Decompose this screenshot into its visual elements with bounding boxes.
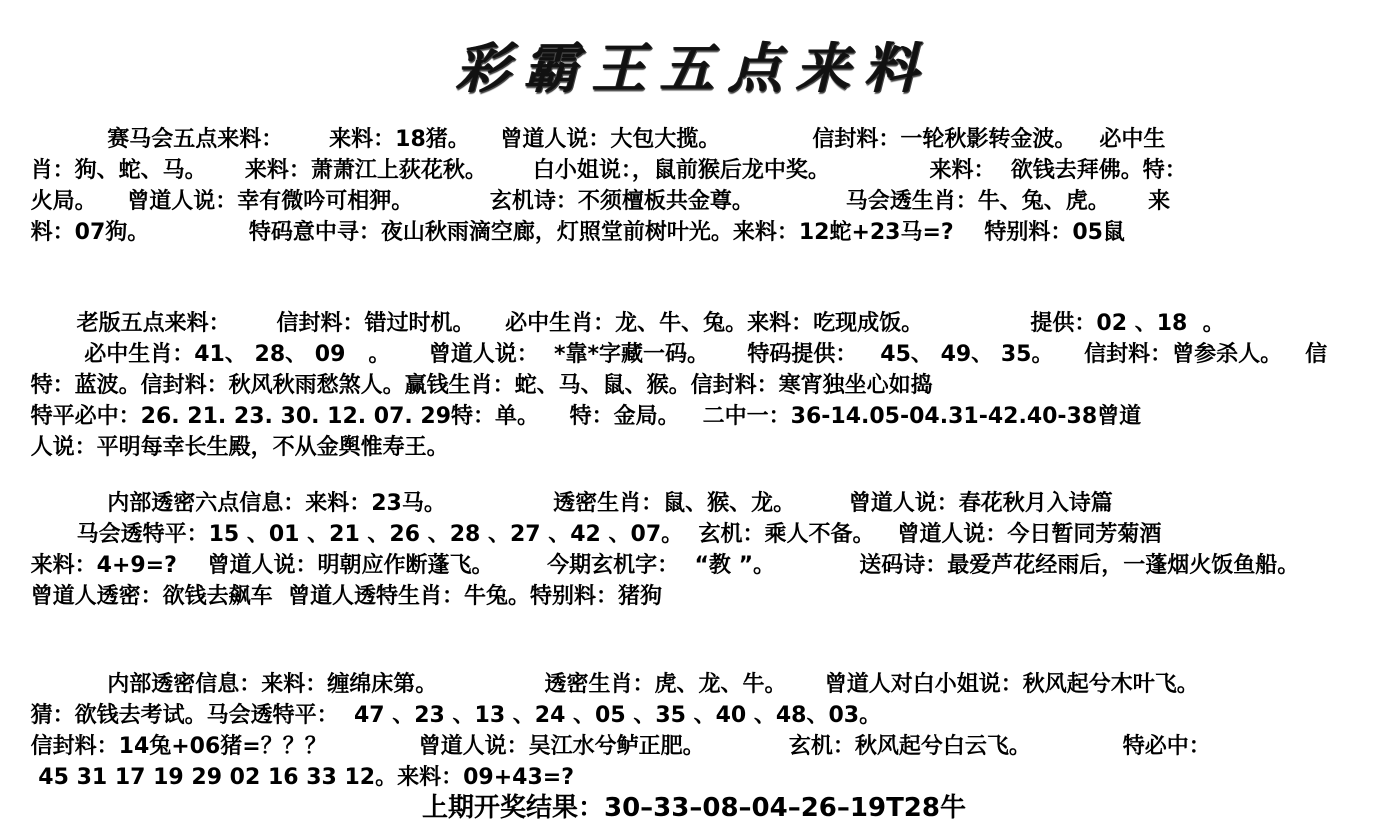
page-title: 彩霸王五点来料 (456, 36, 932, 100)
text-line: 老版五点来料： 信封料：错过时机。 必中生肖：龙、牛、兔。来料：吃现成饭。 提供：02 、18 。 (0, 311, 1225, 336)
text-line: 内部透密六点信息：来料：23马。 透密生肖：鼠、猴、龙。 曾道人说：春花秋月入诗篇 (0, 491, 1113, 516)
text-line: 料：07狗。 特码意中寻：夜山秋雨滴空廊，灯照堂前树叶光。来料：12蛇+23马=? 特别料：05鼠 (0, 220, 1125, 245)
last-draw-result: 上期开奖结果：30–33–08–04–26–19T28牛 (421, 793, 966, 823)
text-line: 马会透特平：15 、01 、21 、26 、28 、27 、42 、07。 玄机：乘人不备。 曾道人说：今日暂同芳菊酒 (0, 522, 1162, 547)
text-line: 特平必中：26. 21. 23. 30. 12. 07. 29特：单。 特：金局。 二中一：36-14.05-04.31-42.40-38曾道 (0, 404, 1142, 429)
text-line: 火局。 曾道人说：幸有微吟可相狎。 玄机诗：不须檀板共金尊。 马会透生肖：牛、兔、虎。 来 (0, 189, 1171, 214)
text-line: 必中生肖：41、 28、 09 。 曾道人说： *靠*字藏一码。 特码提供： 45、 49、 35。 信封料：曾参杀人。 信 (0, 342, 1328, 367)
text-line: 肖：狗、蛇、马。 来料：萧萧江上荻花秋。 白小姐说：，鼠前猴后龙中奖。 来料： 欲钱去拜佛。特： (0, 158, 1187, 183)
text-line: 特：蓝波。信封料：秋风秋雨愁煞人。赢钱生肖：蛇、马、鼠、猴。信封料：寒宵独坐心如捣 (0, 373, 933, 398)
text-line: 内部透密信息：来料：缠绵床第。 透密生肖：虎、龙、牛。 曾道人对白小姐说：秋风起兮木叶飞。 (0, 672, 1199, 697)
text-line: 来料：4+9=? 曾道人说：明朝应作断蓬飞。 今期玄机字： “教 ”。 送码诗：最爱芦花经雨后，一蓬烟火饭鱼船。 (0, 553, 1300, 578)
text-line: 人说：平明每幸长生殿，不从金舆惟寿王。 (0, 435, 449, 460)
text-line: 猜：欲钱去考试。马会透特平： 47 、23 、13 、24 、05 、35 、40 、48、03。 (0, 703, 882, 728)
text-line: 45 31 17 19 29 02 16 33 12。来料：09+43=? (0, 765, 574, 790)
text-line: 曾道人透密：欲钱去飙车 曾道人透特生肖：牛兔。特别料：猪狗 (0, 584, 662, 609)
text-line: 赛马会五点来料： 来料：18猪。 曾道人说：大包大揽。 信封料：一轮秋影转金波。 必中生 (0, 127, 1166, 152)
text-line: 信封料：14兔+06猪=？？？ 曾道人说：吴江水兮鲈正肥。 玄机：秋风起兮白云飞。 特必中： (0, 734, 1211, 759)
